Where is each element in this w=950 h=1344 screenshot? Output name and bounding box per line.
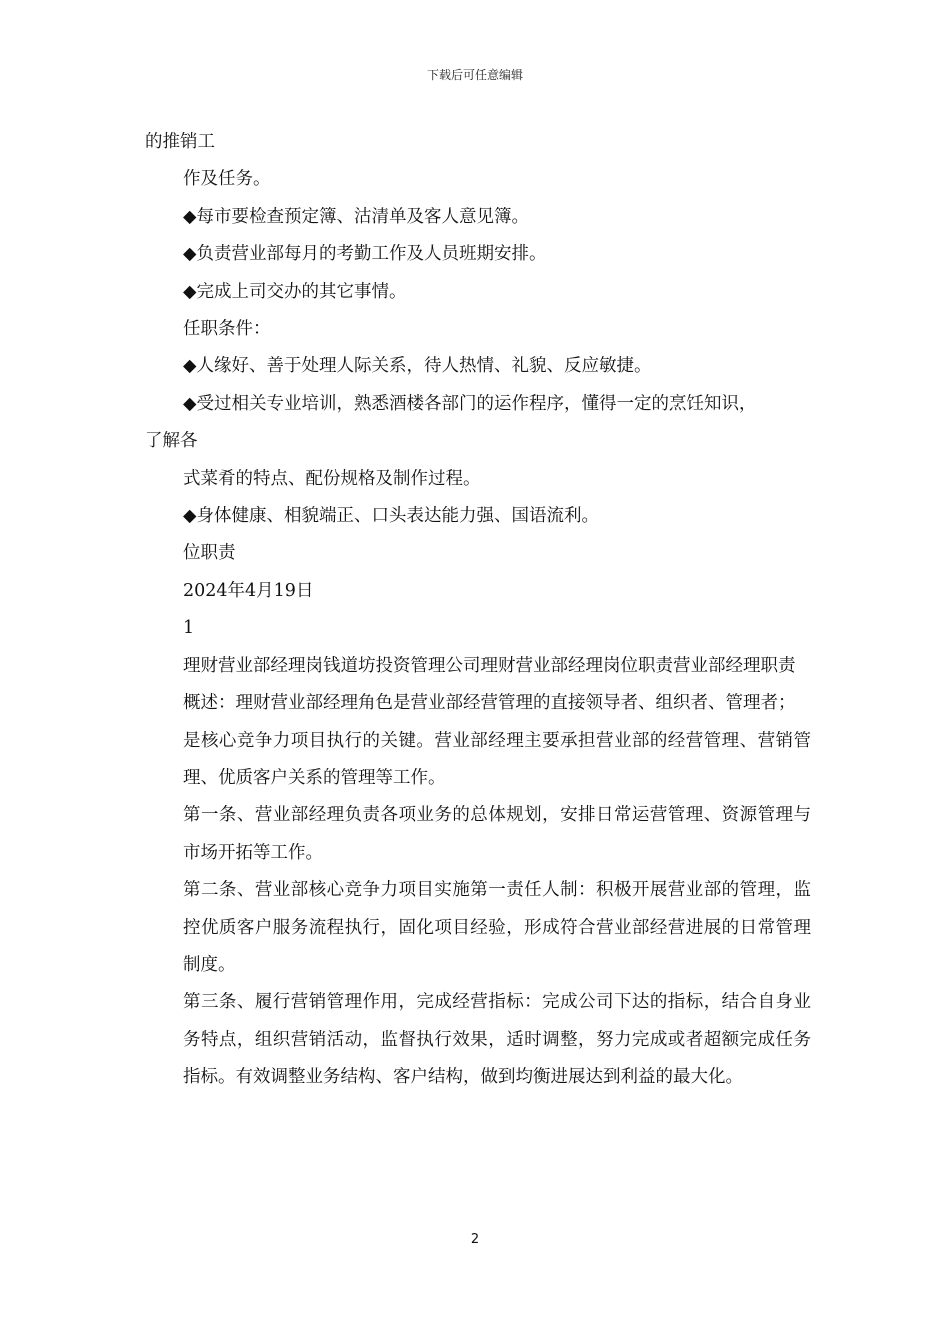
paragraph: 位职责 xyxy=(183,543,236,564)
paragraph: 是核心竞争力项目执行的关键。营业部经理主要承担营业部的经营管理、营销管理、优质客户关系的管理等工作。 xyxy=(183,730,811,788)
section-heading: 任职条件： xyxy=(183,319,271,340)
document-body xyxy=(145,124,811,1097)
paragraph: 的推销工 xyxy=(145,132,215,152)
bullet-item: ◆人缘好、善于处理人际关系，待人热情、礼貌、反应敏捷。 xyxy=(183,356,652,377)
paragraph: 了解各 xyxy=(145,431,198,452)
paragraph: 作及任务。 xyxy=(183,169,271,190)
bullet-item: ◆身体健康、相貌端正、口头表达能力强、国语流利。 xyxy=(183,506,599,527)
bullet-item: ◆每市要检查预定簿、沽清单及客人意见簿。 xyxy=(183,206,529,227)
bullet-item: ◆受过相关专业培训，熟悉酒楼各部门的运作程序，懂得一定的烹饪知识， xyxy=(183,393,757,414)
bullet-item: ◆负责营业部每月的考勤工作及人员班期安排。 xyxy=(183,244,547,265)
article-paragraph: 第二条、营业部核心竞争力项目实施第一责任人制：积极开展营业部的管理，监控优质客户服务流程执行，固化项目经验，形成符合营业部经营进展的日常管理制度。 xyxy=(183,880,811,975)
date-line: 2024年4月19日 xyxy=(183,580,314,601)
paragraph: 概述：理财营业部经理角色是营业部经营管理的直接领导者、组织者、管理者； xyxy=(183,693,796,714)
page-header-note: 下载后可任意编辑 xyxy=(426,68,523,82)
paragraph: 1 xyxy=(183,618,195,639)
article-paragraph: 第一条、营业部经理负责各项业务的总体规划，安排日常运营管理、资源管理与市场开拓等工作。 xyxy=(183,805,811,863)
article-paragraph: 第三条、履行营销管理作用，完成经营指标：完成公司下达的指标，结合自身业务特点，组织营销活动，监督执行效果，适时调整，努力完成或者超额完成任务指标。有效调整业务结构、客户结构，做到均衡进展达到利益的最大化。 xyxy=(183,992,811,1088)
paragraph: 式菜肴的特点、配份规格及制作过程。 xyxy=(183,468,481,489)
page-number: 2 xyxy=(470,1232,480,1247)
paragraph: 理财营业部经理岗钱道坊投资管理公司理财营业部经理岗位职责营业部经理职责 xyxy=(183,655,796,676)
bullet-item: ◆完成上司交办的其它事情。 xyxy=(183,281,407,302)
